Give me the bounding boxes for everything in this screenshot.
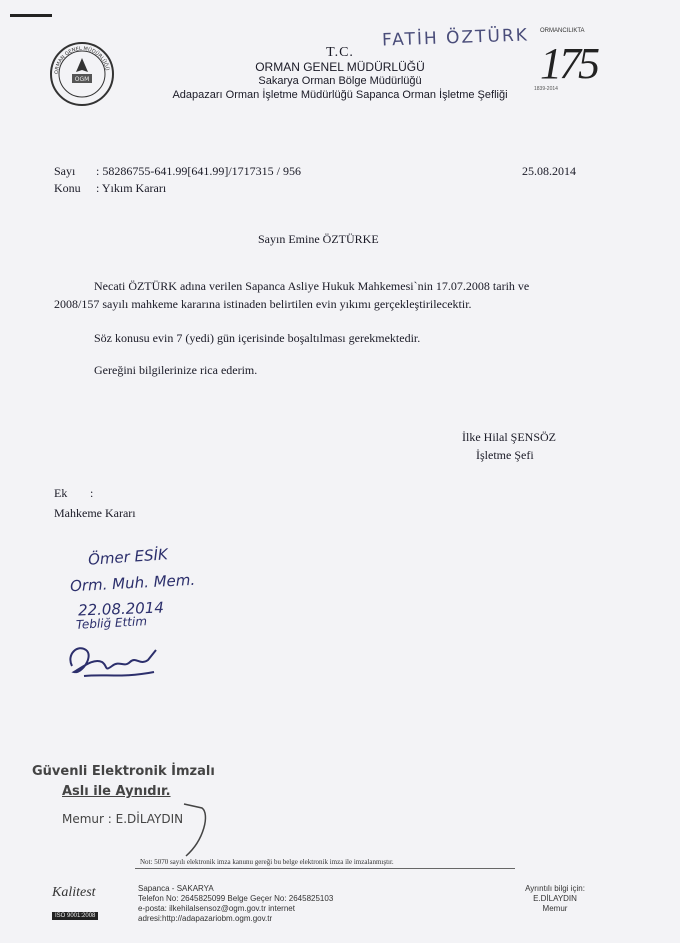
anniversary-years: 1839-2014 xyxy=(534,86,558,92)
footer-web: adresi:http://adapazariobm.ogm.gov.tr xyxy=(138,914,273,923)
footer-email: e-posta: ilkehilalsensoz@ogm.gov.tr internet xyxy=(138,904,295,913)
sayi-label: Sayı xyxy=(54,164,76,178)
header-tc: T.C. xyxy=(326,45,354,60)
document-date: 25.08.2014 xyxy=(522,164,576,178)
konu-value: : Yıkım Kararı xyxy=(96,181,167,195)
attachment-label: Ek xyxy=(54,486,68,500)
anniversary-top-text: ORMANCILIKTA xyxy=(540,28,585,34)
salutation: Sayın Emine ÖZTÜRKE xyxy=(258,232,379,246)
header-office: Adapazarı Orman İşletme Müdürlüğü Sapanca Orman İşletme Şefliği xyxy=(172,89,508,101)
svg-text:OGM: OGM xyxy=(74,76,90,83)
handwriting-line-3: 22.08.2014 xyxy=(77,598,165,620)
handwriting-line-2: Orm. Muh. Mem. xyxy=(69,570,196,596)
konu-label: Konu xyxy=(54,181,81,195)
signer-name: İlke Hilal ŞENSÖZ xyxy=(462,430,556,444)
body-paragraph-3: Gereğini bilgilerinize rica ederim. xyxy=(94,363,258,377)
signer-title: İşletme Şefi xyxy=(476,448,534,462)
footer-info-name: E.DİLAYDIN xyxy=(533,894,577,903)
iso-badge: ISO 9001:2008 xyxy=(52,912,98,920)
seal-text: ORMAN GENEL MÜDÜRLÜĞÜ xyxy=(53,45,110,75)
attachment-colon: : xyxy=(90,486,94,500)
footer-city: Sapanca - SAKARYA xyxy=(138,884,214,893)
handwritten-signature-icon xyxy=(64,636,164,686)
handwriting-line-1: Ömer ESİK xyxy=(87,545,169,569)
body-paragraph-2: Söz konusu evin 7 (yedi) gün içerisinde boşaltılması gerekmektedir. xyxy=(94,331,421,345)
handwritten-name: FATİH ÖZTÜRK xyxy=(381,25,530,51)
stamp-memur: Memur : E.DİLAYDIN xyxy=(62,812,184,826)
header-organization: ORMAN GENEL MÜDÜRLÜĞÜ xyxy=(255,60,425,74)
stamp-line-2: Aslı ile Aynıdır. xyxy=(62,784,171,799)
anniversary-number: 175 xyxy=(540,39,597,88)
stamp-line-1: Güvenli Elektronik İmzalı xyxy=(32,764,215,779)
letterhead xyxy=(100,46,580,102)
footer-divider xyxy=(135,868,515,869)
kalitest-brand: Kalitest xyxy=(52,885,96,900)
sayi-value: : 58286755-641.99[641.99]/1717315 / 956 xyxy=(96,164,301,178)
handwriting-line-4: Tebliğ Ettim xyxy=(75,614,148,632)
footer-phone: Telefon No: 2645825099 Belge Geçer No: 2645825103 xyxy=(138,894,334,903)
body-paragraph-1-line-2: 2008/157 sayılı mahkeme kararına istinaden belirtilen evin yıkımı gerçekleştirilecektir. xyxy=(54,297,472,311)
footer-info-label: Ayrıntılı bilgi için: xyxy=(525,884,585,893)
scan-artifact-line xyxy=(10,14,52,17)
stamp-bracket-icon xyxy=(182,800,222,860)
header-region: Sakarya Orman Bölge Müdürlüğü xyxy=(258,75,422,87)
body-paragraph-1-line-1: Necati ÖZTÜRK adına verilen Sapanca Asliye Hukuk Mahkemesi`nin 17.07.2008 tarih ve xyxy=(94,279,530,293)
footer-info-title: Memur xyxy=(542,904,568,913)
footer-note: Not: 5070 sayılı elektronik imza kanunu gereği bu belge elektronik imza ile imzalanmıştır. xyxy=(140,858,394,866)
attachment-item: Mahkeme Kararı xyxy=(54,506,136,520)
